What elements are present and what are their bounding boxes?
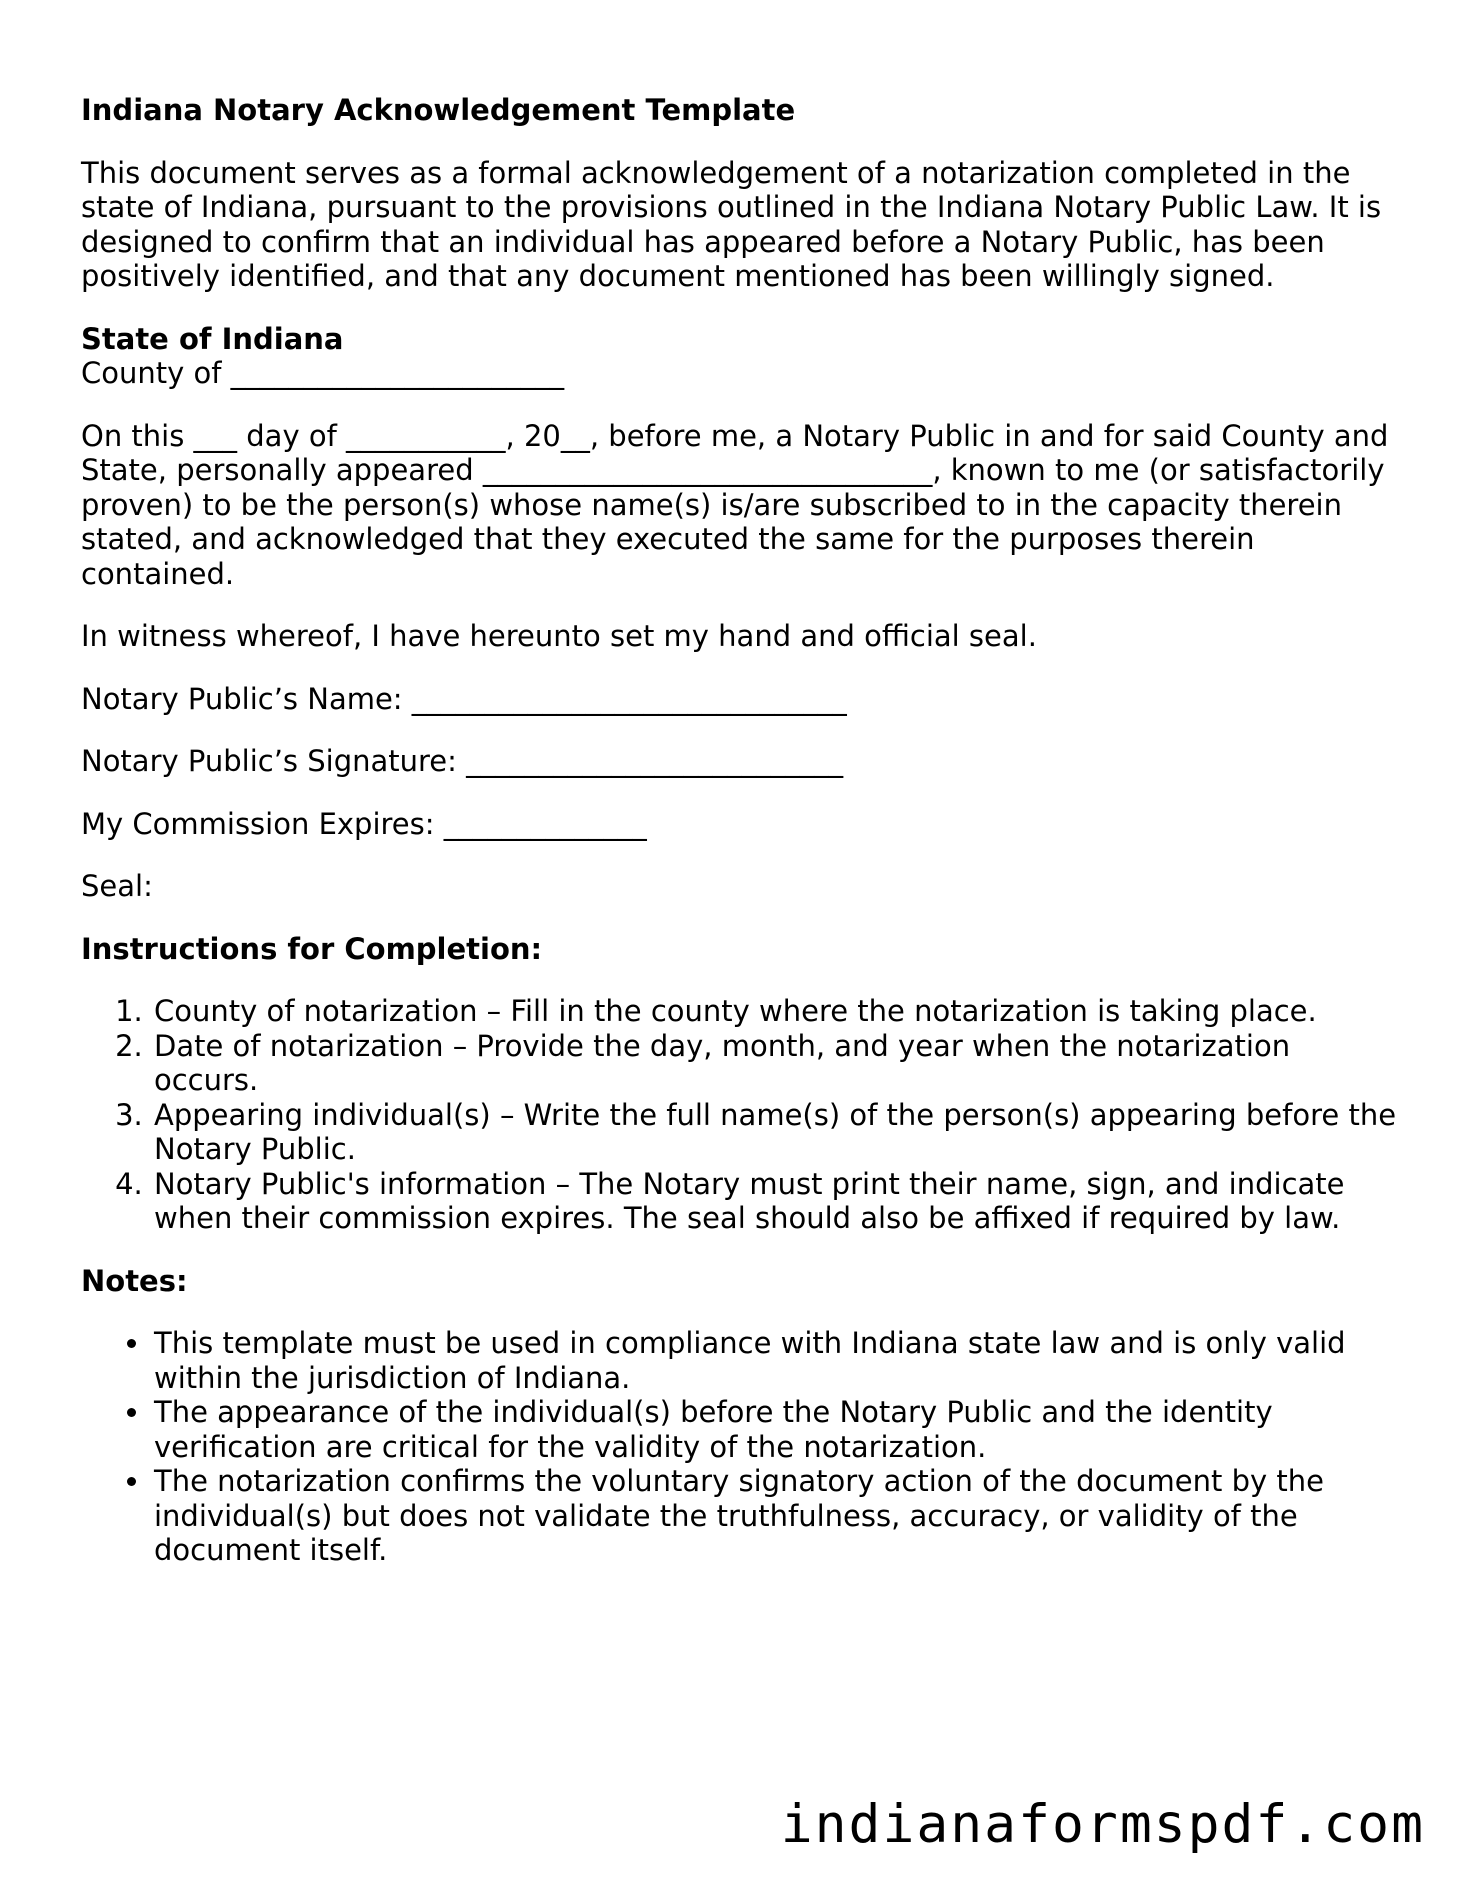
- seal-field: Seal:: [81, 869, 153, 903]
- notary-name-field: Notary Public’s Name: ______________________________: [81, 681, 847, 716]
- note-item: • This template must be used in compliance with Indiana state law and is only valid within the jurisdiction of Indiana.: [152, 1326, 1401, 1395]
- instruction-item: 4. Notary Public's information – The Notary must print their name, sign, and indicate when their commission expires. The seal should also be affixed if required by law.: [152, 1167, 1401, 1236]
- instructions-list: [81, 994, 1401, 1236]
- commission-expires-field: My Commission Expires: ______________: [81, 806, 647, 841]
- note-item: • The notarization confirms the voluntary signatory action of the document by the individual(s) but does not validate the truthfulness, accuracy, or validity of the document itself.: [152, 1464, 1401, 1568]
- intro-paragraph: This document serves as a formal acknowledgement of a notarization completed in the state of Indiana, pursuant to the provisions outlined in the Indiana Notary Public Law. It is designed to confirm that an individual has appeared before a Notary Public, has been positively identified, and that any document mentioned has been willingly signed.: [81, 155, 1382, 293]
- document-page: [81, 93, 1401, 1596]
- state-heading: State of Indiana: [81, 321, 344, 356]
- notes-heading: Notes:: [81, 1263, 188, 1298]
- notes-list: [81, 1326, 1401, 1568]
- instruction-item: 1. County of notarization – Fill in the county where the notarization is taking place.: [152, 994, 1401, 1029]
- notary-signature-field: Notary Public’s Signature: __________________________: [81, 744, 844, 778]
- instruction-item: 3. Appearing individual(s) – Write the full name(s) of the person(s) appearing before the Notary Public.: [152, 1098, 1401, 1167]
- document-title: Indiana Notary Acknowledgement Template: [81, 93, 796, 127]
- county-line: County of _______________________: [81, 356, 565, 390]
- acknowledgement-paragraph: On this ___ day of ___________, 20__, before me, a Notary Public in and for said County and State, personally appeared _______________________________, known to me (or satisfactorily proven) to be the person(s) whose name(s) is/are subscribed to in the capacity therein stated, and acknowledged that they executed the same for the purposes therein contained.: [81, 418, 1389, 591]
- witness-statement: In witness whereof, I have hereunto set my hand and official seal.: [81, 619, 1037, 653]
- watermark-text: indianaformspdf.com: [780, 1794, 1425, 1855]
- instruction-item: 2. Date of notarization – Provide the day, month, and year when the notarization occurs.: [152, 1029, 1401, 1098]
- instructions-heading: Instructions for Completion:: [81, 931, 543, 966]
- note-item: • The appearance of the individual(s) before the Notary Public and the identity verification are critical for the validity of the notarization.: [152, 1395, 1401, 1464]
